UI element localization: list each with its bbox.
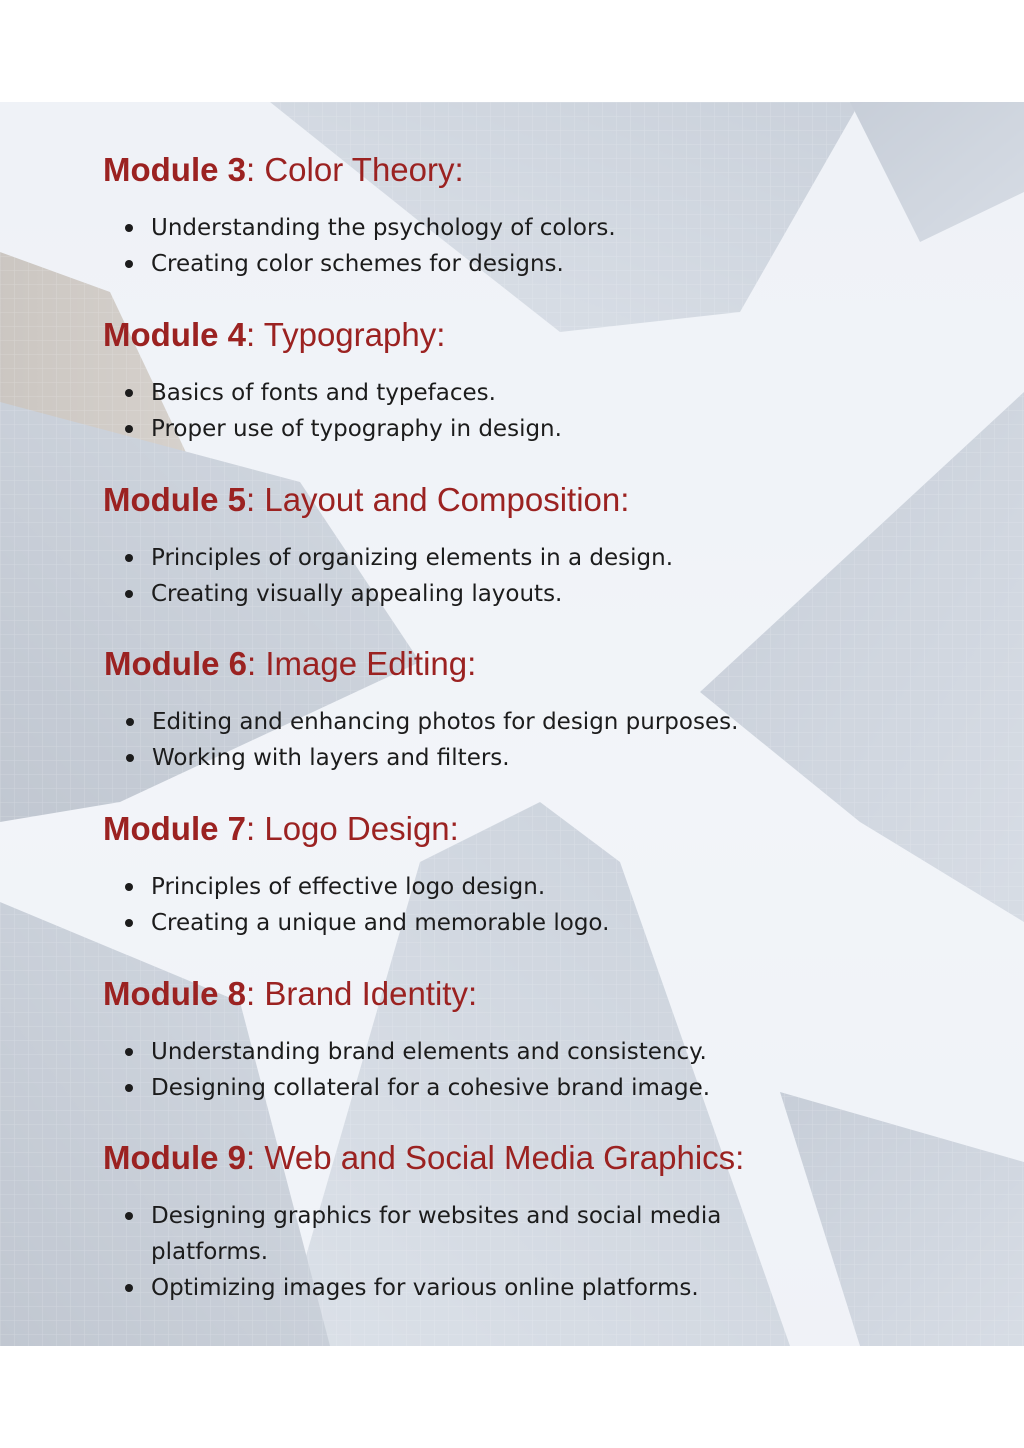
list-item-text: Optimizing images for various online platforms. [151,1275,699,1301]
bullet-icon [125,883,133,891]
bullet-icon [125,1084,133,1092]
bullet-icon [125,260,133,268]
module-title: : Layout and Composition: [246,481,630,518]
module-number: Module 9 [103,1139,247,1176]
list-item [103,576,751,612]
module-4-section [103,313,963,442]
module-title: : Typography: [246,316,446,353]
content-panel [0,102,1024,1346]
list-item-text: Creating a unique and memorable logo. [151,910,610,936]
bullet-icon [126,754,134,762]
bullet-icon [125,919,133,927]
list-item [103,905,751,941]
module-title: : Color Theory: [246,151,464,188]
list-item [103,411,751,447]
list-item-text: Working with layers and filters. [152,745,510,771]
list-item [103,210,751,246]
list-item-text: Designing graphics for websites and social media platforms. [151,1203,722,1265]
list-item-text: Understanding brand elements and consistency. [151,1039,707,1065]
list-item-text: Principles of effective logo design. [151,874,546,900]
list-item [103,1198,751,1270]
module-number: Module 5 [103,481,247,518]
list-item [104,704,752,740]
list-item-text: Understanding the psychology of colors. [151,215,616,241]
module-list [0,102,1024,1346]
module-3-section [103,148,963,277]
list-item [103,375,751,411]
bullet-icon [125,1284,133,1292]
module-9-section [103,1136,963,1301]
module-heading [103,972,963,1016]
list-item-text: Creating visually appealing layouts. [151,581,563,607]
list-item-text: Proper use of typography in design. [151,416,562,442]
module-8-section [103,972,963,1101]
list-item [103,869,751,905]
module-points [103,540,751,612]
list-item-text: Editing and enhancing photos for design purposes. [152,709,739,735]
module-number: Module 6 [104,645,248,682]
module-heading [103,313,963,357]
module-heading [103,478,963,522]
bullet-icon [125,224,133,232]
bullet-icon [125,554,133,562]
module-title: : Logo Design: [246,810,459,847]
module-heading [103,807,963,851]
bullet-icon [125,1048,133,1056]
list-item-text: Basics of fonts and typefaces. [151,380,496,406]
list-item [103,1034,751,1070]
bullet-icon [125,425,133,433]
module-heading [103,148,963,192]
module-title: : Brand Identity: [246,975,478,1012]
module-points [103,1034,751,1106]
list-item [104,740,752,776]
module-7-section [103,807,963,936]
module-number: Module 8 [103,975,247,1012]
module-points [103,869,751,941]
list-item-text: Creating color schemes for designs. [151,251,564,277]
module-points [103,1198,751,1306]
bullet-icon [125,590,133,598]
module-5-section [103,478,963,607]
module-number: Module 3 [103,151,247,188]
module-6-section [104,642,964,771]
bullet-icon [125,389,133,397]
list-item-text: Designing collateral for a cohesive brand image. [151,1075,711,1101]
list-item-text: Principles of organizing elements in a design. [151,545,674,571]
module-heading [104,642,964,686]
module-heading [103,1136,963,1180]
bullet-icon [126,718,134,726]
bullet-icon [125,1212,133,1220]
module-title: : Image Editing: [247,645,477,682]
module-points [103,210,751,282]
list-item [103,1070,751,1106]
module-points [103,375,751,447]
list-item [103,540,751,576]
module-number: Module 4 [103,316,247,353]
module-points [104,704,752,776]
module-number: Module 7 [103,810,247,847]
list-item [103,246,751,282]
list-item [103,1270,751,1306]
module-title: : Web and Social Media Graphics: [246,1139,745,1176]
